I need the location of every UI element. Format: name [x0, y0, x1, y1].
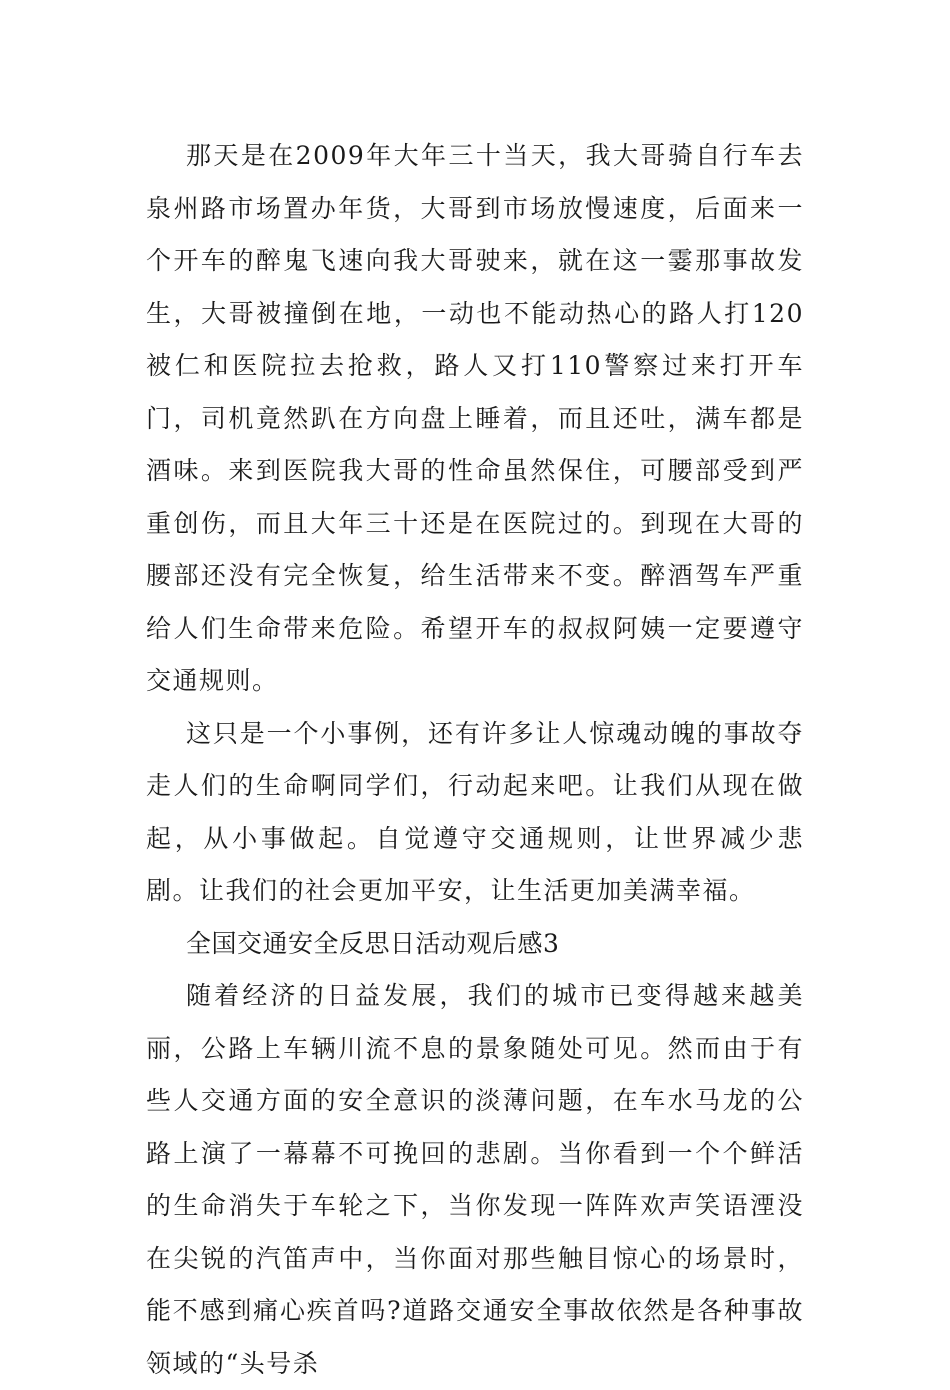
section-title: 全国交通安全反思日活动观后感3: [186, 928, 560, 958]
paragraph-call-to-action: 这只是一个小事例，还有许多让人惊魂动魄的事故夺走人们的生命啊同学们，行动起来吧。让我们从现在做起，从小事做起。自觉遵守交通规则，让世界减少悲剧。让我们的社会更加平安，让生活更加美满幸福。: [146, 718, 804, 905]
document-page: [146, 130, 804, 1390]
paragraph-essay-opening: 随着经济的日益发展，我们的城市已变得越来越美丽，公路上车辆川流不息的景象随处可见。然而由于有些人交通方面的安全意识的淡薄问题，在车水马龙的公路上演了一幕幕不可挽回的悲剧。当你看到一个个鲜活的生命消失于车轮之下，当你发现一阵阵欢声笑语湮没在尖锐的汽笛声中，当你面对那些触目惊心的场景时，能不感到痛心疾首吗?道路交通安全事故依然是各种事故领域的“头号杀: [146, 981, 804, 1378]
paragraph-accident-story: 那天是在2009年大年三十当天，我大哥骑自行车去泉州路市场置办年货，大哥到市场放慢速度，后面来一个开车的醉鬼飞速向我大哥驶来，就在这一霎那事故发生，大哥被撞倒在地，一动也不能动热心的路人打120被仁和医院拉去抢救，路人又打110警察过来打开车门，司机竟然趴在方向盘上睡着，而且还吐，满车都是酒味。来到医院我大哥的性命虽然保住，可腰部受到严重创伤，而且大年三十还是在医院过的。到现在大哥的腰部还没有完全恢复，给生活带来不变。醉酒驾车严重给人们生命带来危险。希望开车的叔叔阿姨一定要遵守交通规则。: [146, 141, 804, 695]
